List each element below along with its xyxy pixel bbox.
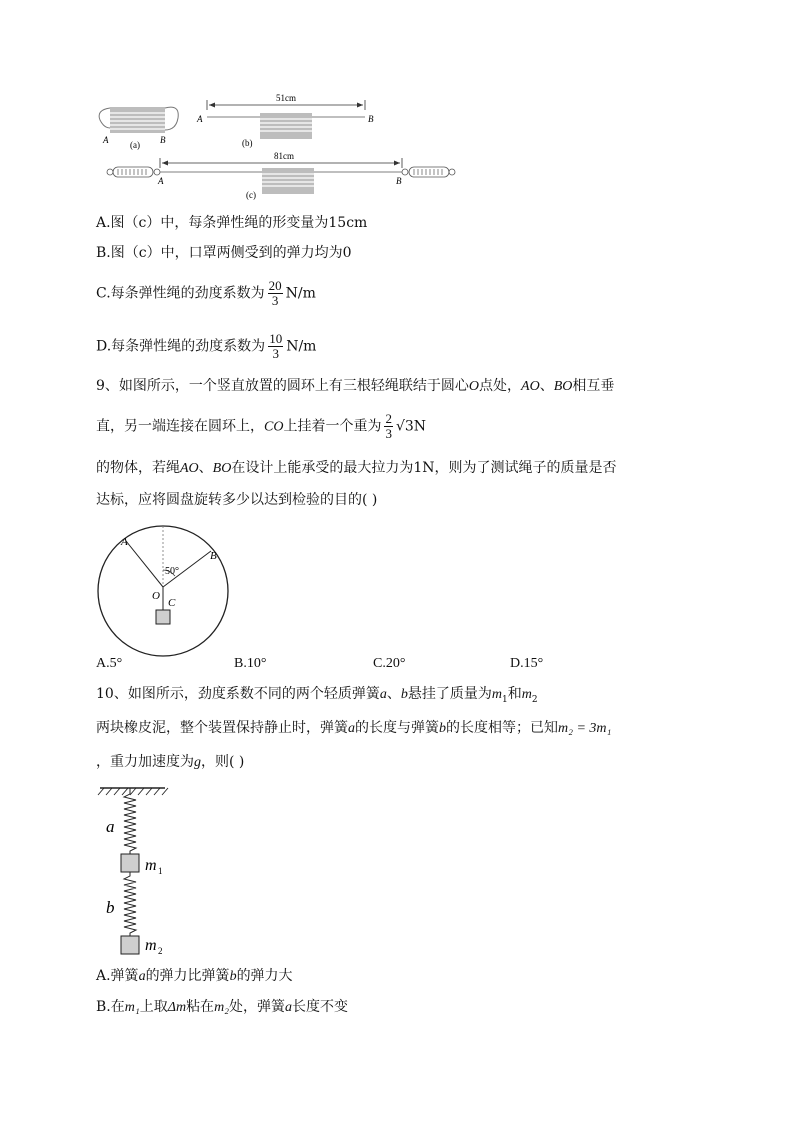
var-a: a [348,721,355,736]
q10-text: 粘在 [186,999,215,1015]
q8-option-a [96,213,367,233]
q9-option-d: D.15° [510,656,544,671]
q9-fig-label-C: C [168,597,176,609]
q10-text: 上取 [139,999,168,1015]
var-b: b [439,721,446,736]
var-a: a [285,1000,293,1015]
var-b: b [400,687,408,702]
fig-b-caption: (b) [242,138,253,148]
q9-text: 、 [198,460,213,476]
q8-option-c-unit: N/m [285,285,316,302]
q9-option-b: B.10° [234,656,267,671]
q9-line-1 [96,376,614,397]
q10-text: 10、如图所示，劲度系数不同的两个轻质弹簧 [96,686,380,702]
q9-line-3 [96,458,617,479]
q9-fig-label-B: B [210,550,217,562]
q9-fig-label-O: O [152,590,160,602]
var-BO: BO [212,461,232,476]
q9-line-2 [96,412,426,441]
q10-line-3 [96,752,244,773]
q10-text: 的长度与弹簧 [355,720,439,736]
q10-text: ，则( ) [201,754,245,770]
q10-text: A.弹簧 [96,968,139,984]
q10-option-b [96,997,348,1018]
q8-option-c-fraction [268,279,283,308]
fig-b-label-B: B [368,114,374,124]
q9-text: 的物体，若绳 [96,460,180,476]
fig-a-label-A: A [103,135,109,145]
fraction-denominator: 3 [271,293,279,308]
q10-spring-figure [95,782,185,962]
q8-option-c [96,279,316,308]
var-a: a [138,969,146,984]
q10-text: 处，弹簧 [229,999,286,1015]
var-CO: CO [264,419,284,435]
figure-c [107,151,455,200]
q10-line-1 [96,684,538,710]
q9-fig-label-A: A [121,536,128,548]
var-m2: m₂ [214,1000,230,1015]
q10-text: 的长度相等；已知 [446,720,558,736]
figure-a [99,107,178,150]
var-delta-m: Δm [167,1000,187,1015]
q9-weight-unit: √3N [395,418,427,435]
q9-text: 点处， [479,378,522,394]
q8-option-b [96,243,352,263]
fraction-numerator: 10 [269,331,283,346]
fig-c-caption: (c) [246,190,256,200]
q9-text: 上挂着一个重为 [283,418,382,435]
q8-option-d-fraction [268,332,283,361]
q10-text: 和 [507,686,522,702]
var-g: g [194,755,201,770]
var-a: a [379,687,387,702]
q10-text: 悬挂了质量为 [407,686,492,702]
var-AO: AO [180,461,199,476]
q9-weight-fraction [384,412,393,441]
figure-b [196,93,374,148]
fig-c-length: 81cm [274,151,294,161]
fig-c-label-B: B [396,176,402,186]
q9-text: 达标，应将圆盘旋转多少以达到检验的目的( ) [96,492,378,508]
q9-option-c: C.20° [373,656,406,671]
q10-text: 、 [386,686,401,702]
fraction-numerator: 20 [268,278,282,293]
q10-text: B.在 [96,999,125,1015]
fig-b-label-A: A [197,114,203,124]
q10-fig-label-m1: m [145,857,157,874]
subscript: 1 [501,694,508,705]
q9-text: 、 [539,378,554,394]
q8-option-c-text: C.每条弹性绳的劲度系数为 [96,285,265,302]
q8-option-b-text: B.图（c）中，口罩两侧受到的弹力均为0 [96,245,352,261]
fig-a-caption: (a) [130,140,140,150]
q10-text: 的弹力大 [236,968,293,984]
q8-option-d-unit: N/m [286,338,317,355]
q10-text: ，重力加速度为 [96,754,194,770]
q10-text: 的弹力比弹簧 [145,968,230,984]
q9-circle-figure [92,522,242,662]
var-O: O [468,379,480,394]
q10-line-2 [96,718,611,739]
q9-text: 直，另一端连接在圆环上， [96,418,264,435]
q10-text: 长度不变 [292,999,349,1015]
q10-option-a [96,966,293,987]
q8-option-a-text: A.图（c）中，每条弹性绳的形变量为15cm [96,215,368,231]
var-b: b [229,969,237,984]
var-BO: BO [553,379,573,394]
var-m1: m [491,687,502,702]
fig-a-label-B: B [160,135,166,145]
q10-fig-label-a: a [106,817,115,836]
var-AO: AO [521,379,540,394]
q9-option-a: A.5° [96,656,123,671]
q10-fig-label-b: b [106,898,115,917]
fraction-denominator: 3 [272,346,279,361]
q9-text: 在设计上能承受的最大拉力为1N，则为了测试绳子的质量是否 [231,460,617,476]
q9-text: 9、如图所示，一个竖直放置的圆环上有三根轻绳联结于圆心 [96,378,469,394]
fig-c-label-A: A [158,176,164,186]
q10-equation: m₂ = 3m₁ [558,721,612,736]
q9-fig-angle: 50° [165,566,179,577]
q9-text: 相互垂 [572,378,615,394]
q10-fig-label-m1-sub: 1 [158,866,163,876]
q10-fig-label-m2-sub: 2 [158,946,163,956]
var-m1: m₁ [124,1000,140,1015]
q10-text: 两块橡皮泥，整个装置保持静止时，弹簧 [96,720,348,736]
var-m2: m [521,687,532,702]
q10-fig-label-m2: m [145,937,157,954]
q8-option-d-text: D.每条弹性绳的劲度系数为 [96,338,266,355]
q8-option-d [96,332,316,361]
fraction-numerator: 2 [385,411,392,426]
fraction-denominator: 3 [385,426,392,441]
q9-line-4 [96,490,377,510]
subscript: 2 [531,694,538,705]
fig-b-length: 51cm [276,93,296,103]
